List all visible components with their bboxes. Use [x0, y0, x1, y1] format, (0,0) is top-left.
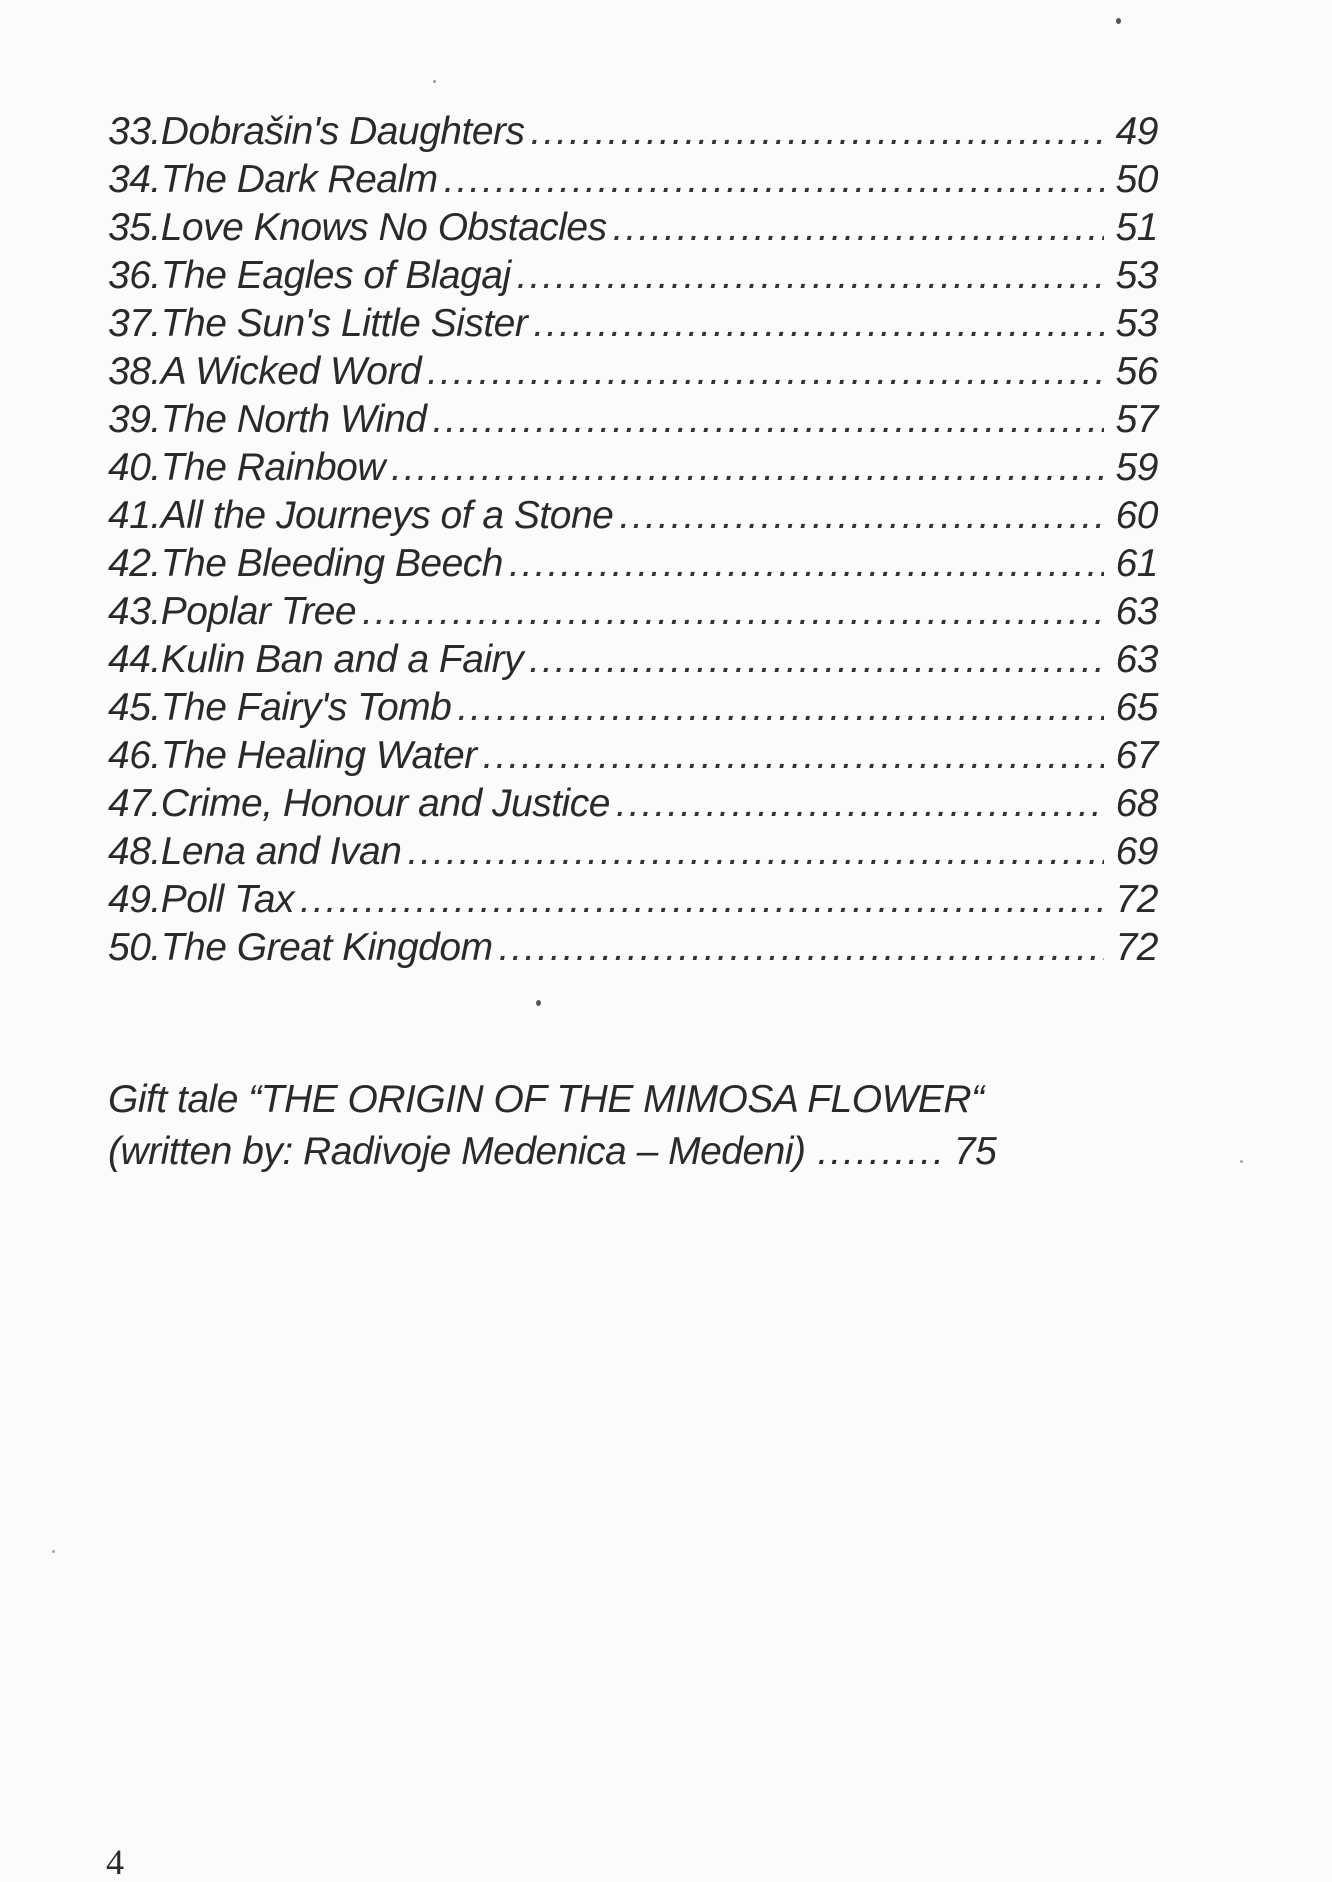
toc-entry-title: 43.Poplar Tree: [108, 590, 357, 633]
scan-speck: [1116, 18, 1121, 24]
gift-tale-leader-dots: ..........: [817, 1130, 946, 1173]
toc-entry-page: 65: [1115, 686, 1158, 729]
toc-entry-title: 41.All the Journeys of a Stone: [108, 494, 614, 537]
toc-entry-page: 63: [1115, 638, 1158, 681]
toc-entry-title: 40.The Rainbow: [108, 446, 386, 489]
toc-entry-page: 56: [1115, 350, 1158, 393]
toc-entry: [108, 396, 1158, 444]
scan-speck: [536, 1000, 541, 1006]
toc-entry-page: 67: [1115, 734, 1158, 777]
toc-entry-title: 34.The Dark Realm: [108, 158, 438, 201]
toc-entry-title: 39.The North Wind: [108, 398, 427, 441]
gift-tale-title: Gift tale “THE ORIGIN OF THE MIMOSA FLOWER“: [108, 1078, 984, 1121]
toc-entry-title: 33.Dobrašin's Daughters: [108, 110, 525, 153]
toc-entry-page: 72: [1115, 926, 1158, 969]
toc-leader-dots: [300, 876, 1104, 924]
toc-leader-dots: [509, 540, 1104, 588]
toc-leader-dots: [362, 588, 1104, 636]
toc-entry-page: 72: [1115, 878, 1158, 921]
toc-leader-dots: [483, 732, 1104, 780]
toc-leader-dots: [533, 300, 1104, 348]
toc-leader-dots: [427, 348, 1104, 396]
toc-entry-title: 45.The Fairy's Tomb: [108, 686, 452, 729]
toc-entry-page: 68: [1115, 782, 1158, 825]
toc-entry: [108, 588, 1158, 636]
toc-entry-title: 36.The Eagles of Blagaj: [108, 254, 511, 297]
toc-entry: [108, 684, 1158, 732]
toc-entry-page: 49: [1115, 110, 1158, 153]
toc-entry-title: 48.Lena and Ivan: [108, 830, 402, 873]
toc-entry: [108, 636, 1158, 684]
toc-entry: [108, 540, 1158, 588]
toc-entry-title: 42.The Bleeding Beech: [108, 542, 503, 585]
toc-entry-page: 51: [1115, 206, 1158, 249]
toc-entry: [108, 492, 1158, 540]
toc-entry-title: 44.Kulin Ban and a Fairy: [108, 638, 524, 681]
toc-entry-title: 38.A Wicked Word: [108, 350, 422, 393]
toc-entry-title: 37.The Sun's Little Sister: [108, 302, 528, 345]
toc-leader-dots: [432, 396, 1104, 444]
gift-tale-author: (written by: Radivoje Medenica – Medeni): [108, 1130, 806, 1173]
page-number: 4: [106, 1842, 124, 1882]
scan-speck: [52, 1550, 55, 1553]
table-of-contents: [108, 108, 1158, 972]
toc-entry-title: 49.Poll Tax: [108, 878, 295, 921]
toc-leader-dots: [457, 684, 1104, 732]
gift-tale-author-line: [108, 1126, 1188, 1178]
toc-entry: [108, 348, 1158, 396]
toc-entry-title: 46.The Healing Water: [108, 734, 477, 777]
scan-speck: [433, 80, 436, 83]
toc-leader-dots: [444, 156, 1104, 204]
toc-entry-page: 59: [1115, 446, 1158, 489]
gift-tale-entry: [108, 1074, 1188, 1178]
toc-entry: [108, 924, 1158, 972]
toc-entry-title: 35.Love Knows No Obstacles: [108, 206, 607, 249]
toc-leader-dots: [517, 252, 1104, 300]
toc-entry-title: 50.The Great Kingdom: [108, 926, 493, 969]
toc-entry-page: 57: [1115, 398, 1158, 441]
toc-leader-dots: [391, 444, 1104, 492]
toc-entry: [108, 300, 1158, 348]
toc-entry-page: 60: [1115, 494, 1158, 537]
toc-entry: [108, 828, 1158, 876]
toc-entry-page: 63: [1115, 590, 1158, 633]
toc-leader-dots: [613, 204, 1104, 252]
toc-entry-page: 50: [1115, 158, 1158, 201]
toc-entry: [108, 444, 1158, 492]
toc-leader-dots: [407, 828, 1104, 876]
toc-entry: [108, 156, 1158, 204]
toc-entry-page: 53: [1115, 302, 1158, 345]
toc-leader-dots: [531, 108, 1104, 156]
toc-entry: [108, 252, 1158, 300]
toc-entry-page: 61: [1115, 542, 1158, 585]
toc-entry: [108, 876, 1158, 924]
toc-entry: [108, 780, 1158, 828]
toc-entry: [108, 732, 1158, 780]
toc-entry-page: 69: [1115, 830, 1158, 873]
gift-tale-page: 75: [953, 1130, 997, 1173]
scan-speck: [1240, 1160, 1243, 1163]
toc-entry: [108, 204, 1158, 252]
toc-leader-dots: [619, 492, 1104, 540]
toc-entry-title: 47.Crime, Honour and Justice: [108, 782, 610, 825]
toc-entry-page: 53: [1115, 254, 1158, 297]
toc-leader-dots: [529, 636, 1104, 684]
toc-leader-dots: [499, 924, 1104, 972]
toc-entry: [108, 108, 1158, 156]
toc-leader-dots: [616, 780, 1104, 828]
